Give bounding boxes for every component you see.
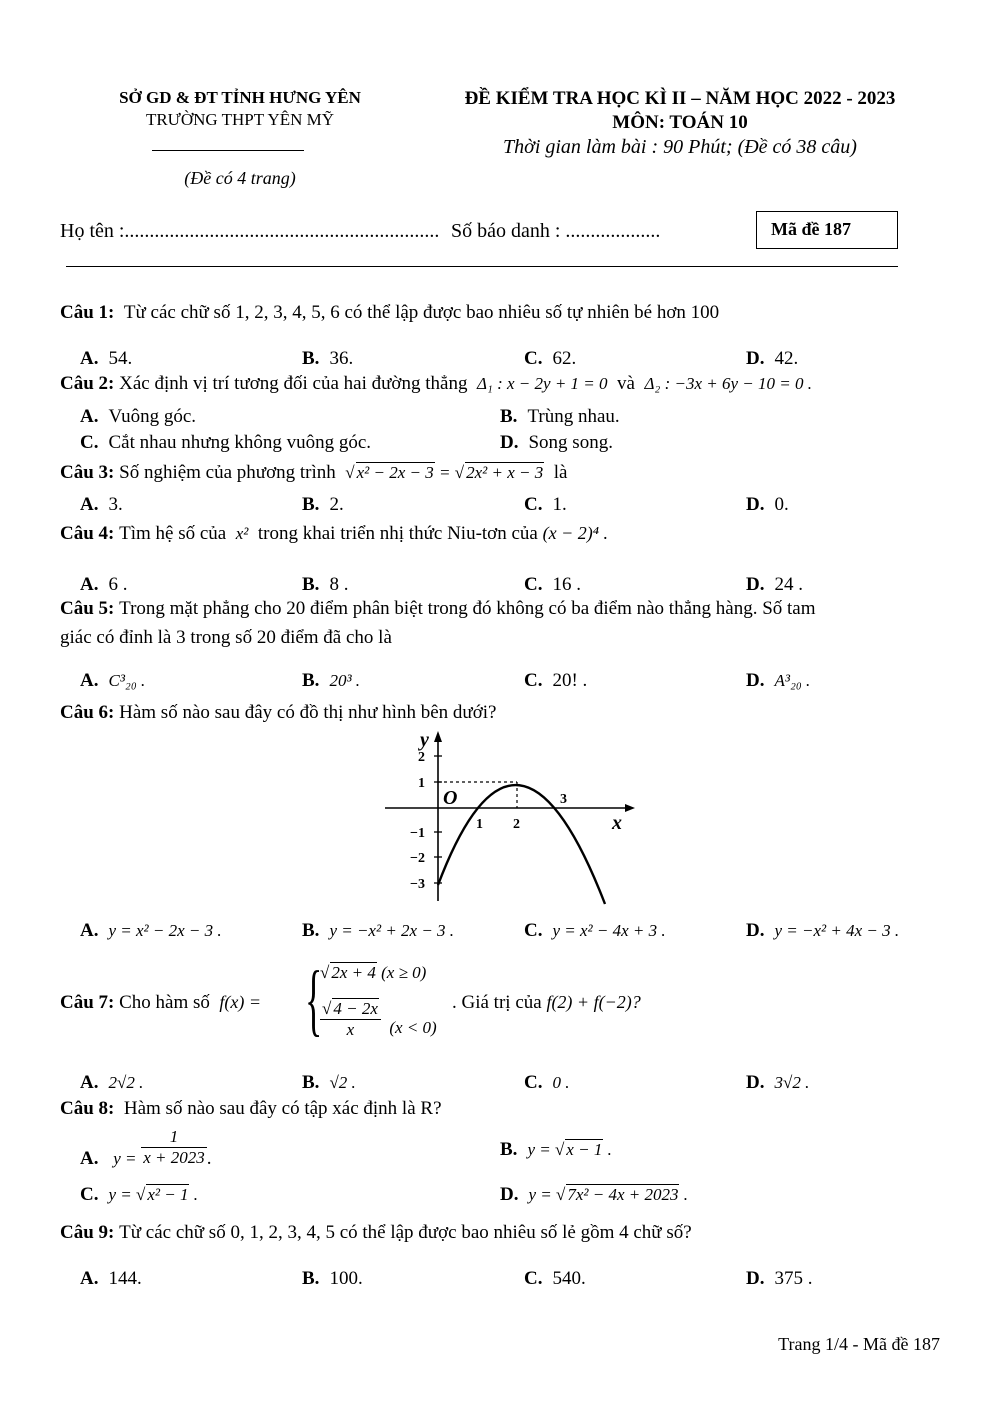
line-1-equation: Δ₁ : x − 2y + 1 = 0 bbox=[476, 374, 608, 393]
svg-text:2: 2 bbox=[418, 750, 425, 765]
q9-option-b[interactable]: B. 100. bbox=[302, 1268, 363, 1289]
line-2-equation: Δ₂ : −3x + 6y − 10 = 0 . bbox=[644, 374, 812, 393]
svg-text:−1: −1 bbox=[410, 826, 425, 841]
q3-option-a[interactable]: A. 3. bbox=[80, 494, 123, 515]
q9-option-c[interactable]: C. 540. bbox=[524, 1268, 586, 1289]
q6-option-a[interactable]: A. y = x² − 2x − 3 . bbox=[80, 920, 222, 941]
q7-option-d[interactable]: D. 3√2 . bbox=[746, 1072, 810, 1093]
q9-option-a[interactable]: A. 144. bbox=[80, 1268, 142, 1289]
svg-text:O: O bbox=[443, 787, 458, 809]
question-label: Câu 2: bbox=[60, 373, 115, 394]
parabola-curve bbox=[438, 785, 605, 904]
question-label: Câu 3: bbox=[60, 462, 115, 483]
q1-option-a[interactable]: A. 54. bbox=[80, 348, 133, 369]
q4-option-c[interactable]: C. 16 . bbox=[524, 574, 581, 595]
q7-option-a[interactable]: A. 2√2 . bbox=[80, 1072, 144, 1093]
q8-option-d[interactable]: D. y = √ 7x² − 4x + 2023 . bbox=[500, 1184, 688, 1205]
name-field[interactable]: Họ tên :............................................................... bbox=[60, 220, 440, 242]
question-5-continued: giác có đỉnh là 3 trong số 20 điểm đã cho là bbox=[60, 627, 392, 648]
svg-text:−3: −3 bbox=[410, 877, 425, 892]
q8-option-a[interactable]: A. y = $\frac{1}{x + 2023}$ . bbox=[80, 1127, 212, 1169]
time-info: Thời gian làm bài : 90 Phút; (Đề có 38 câu) bbox=[503, 136, 857, 158]
page-footer: Trang 1/4 - Mã đề 187 bbox=[778, 1334, 940, 1354]
q3-option-d[interactable]: D. 0. bbox=[746, 494, 789, 515]
name-divider bbox=[66, 266, 898, 267]
q3-option-c[interactable]: C. 1. bbox=[524, 494, 567, 515]
question-label: Câu 1: bbox=[60, 302, 115, 323]
q3-option-b[interactable]: B. 2. bbox=[302, 494, 344, 515]
question-text: Từ các chữ số 1, 2, 3, 4, 5, 6 có thể lập được bao nhiêu số tự nhiên bé hơn 100 bbox=[123, 302, 720, 323]
header-divider bbox=[152, 150, 304, 151]
q9-option-d[interactable]: D. 375 . bbox=[746, 1268, 813, 1289]
q8-option-c[interactable]: C. y = √ x² − 1 . bbox=[80, 1184, 198, 1205]
svg-text:−2: −2 bbox=[410, 851, 425, 866]
svg-text:1: 1 bbox=[476, 817, 483, 832]
q1-option-c[interactable]: C. 62. bbox=[524, 348, 577, 369]
q7-option-c[interactable]: C. 0 . bbox=[524, 1072, 570, 1093]
q2-option-d[interactable]: D. Song song. bbox=[500, 432, 613, 453]
piecewise-case-2: $\frac{√ 4 - 2x}{x}$ (x < 0) bbox=[322, 999, 437, 1039]
q7-option-b[interactable]: B. √2 . bbox=[302, 1072, 356, 1093]
department-name: SỞ GD & ĐT TỈNH HƯNG YÊN bbox=[119, 88, 361, 107]
question-label: Câu 6: bbox=[60, 702, 115, 723]
q1-option-b[interactable]: B. 36. bbox=[302, 348, 354, 369]
question-3: Câu 3: Số nghiệm của phương trình √ x² − 2x − 3 = √ 2x² + x − 3 là bbox=[60, 462, 568, 483]
piecewise-brace: { bbox=[305, 956, 323, 1044]
q6-option-b[interactable]: B. y = −x² + 2x − 3 . bbox=[302, 920, 455, 941]
exam-title: ĐỀ KIỂM TRA HỌC KÌ II – NĂM HỌC 2022 - 2023 bbox=[464, 88, 896, 109]
question-2: Câu 2: Xác định vị trí tương đối của hai đường thẳng Δ₁ : x − 2y + 1 = 0 và Δ₂ : −3x + 6y − 10 = 0 . bbox=[60, 373, 812, 394]
question-label: Câu 4: bbox=[60, 523, 115, 544]
candidate-id-field[interactable]: Số báo danh : ................... bbox=[451, 220, 661, 242]
question-label: Câu 7: bbox=[60, 992, 115, 1013]
subject: MÔN: TOÁN 10 bbox=[612, 112, 748, 133]
question-6: Câu 6: Hàm số nào sau đây có đồ thị như hình bên dưới? bbox=[60, 702, 497, 723]
piecewise-case-1: √ 2x + 4 (x ≥ 0) bbox=[320, 963, 427, 982]
q4-option-d[interactable]: D. 24 . bbox=[746, 574, 803, 595]
q5-option-d[interactable]: D. A³₂₀ . bbox=[746, 670, 811, 691]
question-7: Câu 7: Cho hàm số f(x) = bbox=[60, 992, 262, 1013]
q6-option-d[interactable]: D. y = −x² + 4x − 3 . bbox=[746, 920, 900, 941]
question-8: Câu 8: Hàm số nào sau đây có tập xác định là R? bbox=[60, 1098, 442, 1119]
svg-text:1: 1 bbox=[418, 776, 425, 791]
question-9: Câu 9: Từ các chữ số 0, 1, 2, 3, 4, 5 có thể lập được bao nhiêu số lẻ gồm 4 chữ số? bbox=[60, 1222, 692, 1243]
q4-option-a[interactable]: A. 6 . bbox=[80, 574, 128, 595]
q4-option-b[interactable]: B. 8 . bbox=[302, 574, 349, 595]
x-axis-arrow bbox=[625, 804, 635, 812]
school-name: TRƯỜNG THPT YÊN MỸ bbox=[145, 110, 335, 129]
y-axis-arrow bbox=[434, 731, 442, 742]
q1-option-d[interactable]: D. 42. bbox=[746, 348, 799, 369]
question-4: Câu 4: Tìm hệ số của x² trong khai triển nhị thức Niu-tơn của (x − 2)⁴ . bbox=[60, 523, 608, 544]
q2-option-b[interactable]: B. Trùng nhau. bbox=[500, 406, 620, 427]
exam-code-box: Mã đề 187 bbox=[756, 211, 898, 249]
q5-option-a[interactable]: A. C³₂₀ . bbox=[80, 670, 146, 691]
svg-text:y: y bbox=[420, 729, 429, 751]
question-label: Câu 8: bbox=[60, 1098, 115, 1119]
q8-option-b[interactable]: B. y = √ x − 1 . bbox=[500, 1139, 612, 1160]
q2-option-c[interactable]: C. Cắt nhau nhưng không vuông góc. bbox=[80, 432, 372, 453]
question-7-tail: . Giá trị của f(2) + f(−2)? bbox=[452, 992, 641, 1013]
svg-text:3: 3 bbox=[560, 792, 567, 807]
question-5: Câu 5: Trong mặt phẳng cho 20 điểm phân biệt trong đó không có ba điểm nào thẳng hàng. Số tam bbox=[60, 598, 816, 619]
q5-option-c[interactable]: C. 20! . bbox=[524, 670, 588, 691]
q5-option-b[interactable]: B. 20³ . bbox=[302, 670, 361, 691]
page-count: (Đề có 4 trang) bbox=[184, 168, 296, 188]
q6-option-c[interactable]: C. y = x² − 4x + 3 . bbox=[524, 920, 666, 941]
question-label: Câu 5: bbox=[60, 598, 115, 619]
svg-text:x: x bbox=[612, 812, 622, 834]
question-1 bbox=[60, 302, 719, 324]
parabola-graph bbox=[380, 726, 640, 906]
svg-text:2: 2 bbox=[513, 817, 520, 832]
question-label: Câu 9: bbox=[60, 1222, 115, 1243]
q2-option-a[interactable]: A. Vuông góc. bbox=[80, 406, 196, 427]
